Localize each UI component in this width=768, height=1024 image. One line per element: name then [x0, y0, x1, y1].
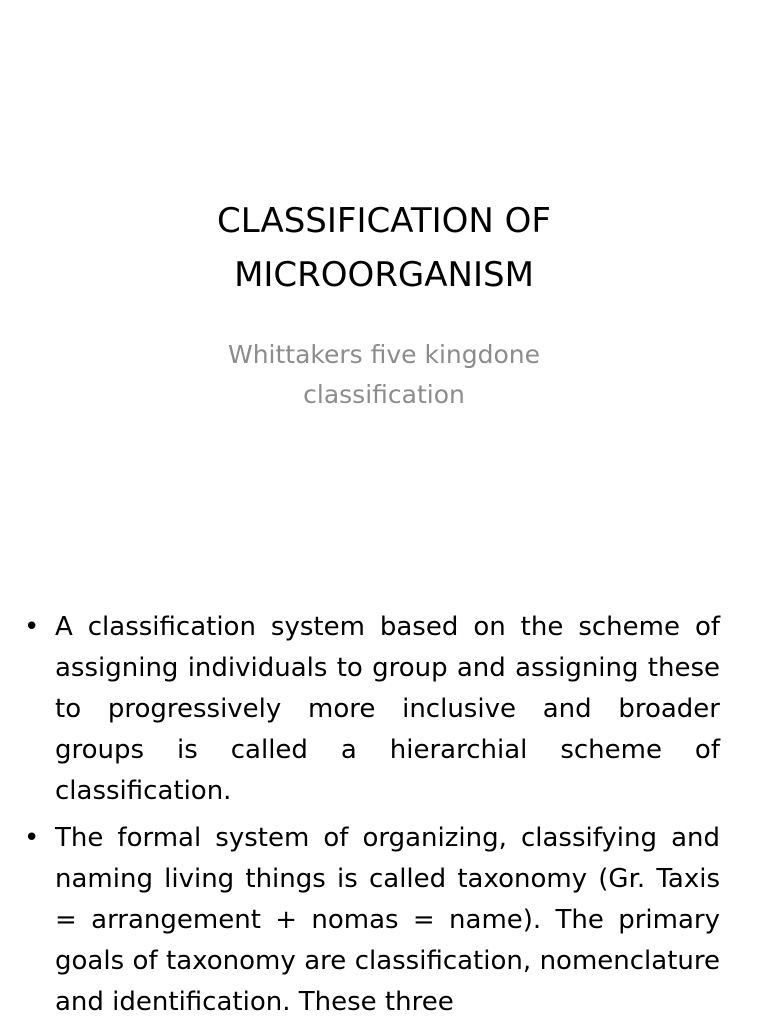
- slide-title: CLASSIFICATION OF MICROORGANISM: [217, 201, 551, 295]
- bullet-icon: •: [24, 823, 40, 853]
- slide-subtitle: Whittakers five kingdone classification: [227, 340, 541, 409]
- bullet-list: [20, 607, 720, 1024]
- bullet-text: A classification system based on the scheme of assigning individuals to group and assigning these to progressively more inclusive and broader groups is called a hierarchial scheme of classification.: [55, 612, 720, 806]
- list-item: [20, 607, 720, 812]
- bullet-icon: •: [24, 612, 40, 642]
- bullet-text: The formal system of organizing, classifying and naming living things is called taxonomy (Gr. Taxis = arrangement + nomas = name). The primary goals of taxonomy are classification, nomenclature and identification. These three: [55, 823, 720, 1017]
- list-item: [20, 818, 720, 1023]
